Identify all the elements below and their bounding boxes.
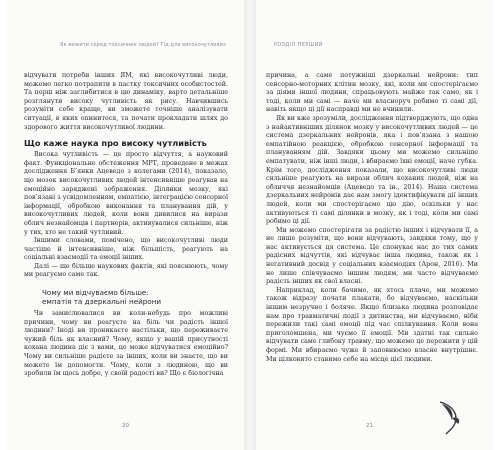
paragraph: Наприклад, коли бачимо, як хтось плаче, ми можемо також відразу почати плакати, бо відчуваємо, наскільки іншим незручно і боляче. Якщо близька людина розповідає нам про травматичні події з дитинства, ми відчуваємо, ніби пережили такі самі емоції під час спілкування. Коли вона приголомшена, ми чуємо її емоції. Ми здатні так сильно відчувати саме глибоку травму, що можемо це пережити у цій формі. Ми вбираємо чуже й заповнюємо власне внутрішнє. Ми цілковито ставимо себе на місце цієї людини.: [266, 286, 478, 363]
paragraph: Висока чутливість — це просто відчуття, а науковий факт. Функціональне обстеження МРТ, проведене в межах дослідження Б’янки Ацеведо з колегами (2014), показало, що мозок високочутливих людей інтенсивніше реагував на емоційно заряджені зображення. Ділянки мозку, які пов’язані з усвідомленням, емпатією, інтеграцією сенсорної інформації, обробкою виконання та планування дій, у високочутливих людей, коли вони дивилися на вирази облич незнайомців і партнерів, активувалися сильніше, ніж у тих, хто не такий чутливий.: [24, 151, 228, 236]
paragraph: Чи замислювалися ви коли-небудь про можливі причини, чому ви реагуєте на біль чи радість іншої людини? Іноді ви проникаєте настільки, що переживаєте чужий біль як власний? Чому, якщо у вашій присутності кохана людина діє з вами, це може відчуватися емоційно? Чому ви сильніше радієте за інших, коли ви знаєте, що ви можете їм допомогти. Чому, коли з людиною, що ви зробили їм щось добре, у своїй радості ви? Що є біологічна: [24, 310, 228, 378]
right-page: [256, 0, 494, 450]
leaf-flourish-icon: [434, 396, 462, 436]
paragraph: Іншими словами, помічено, що високочутливі люди частіше й інтенсивніше, ніж більшість, реагують на соціальні взаємодії та емоції інших.: [24, 237, 228, 262]
left-running-head: Як вижити серед токсичних людей? Гід для високочутливих: [60, 42, 227, 48]
paragraph: Як ви вже зрозуміли, дослідження підтверджують, що одна з найактивніших ділянок мозку у високочутливих людей — це система дзеркальних нейронів, яка і пов’язана з нашою емпатійною реакцією, обробкою сенсорної інформації та плануванням дій. Завдяки цьому ми можемо сильніше емпатувати, ніж інші люди, і вбираємо їхні емоції, наче губка. Крім того, дослідження показали, що високочутливі люди сильніше реагують на вирази облич коханих людей, ніж на обличчя незнайомців (Ацеведо та ін., 2014). Наша система дзеркальних нейронів дає нам змогу ідентифікувати дії інших людей, коли ми спостерігаємо цю дію, оскільки у нас активуються ті самі ділянки в мозку, як і тоді, коли ми самі робимо ці дії.: [266, 114, 478, 226]
right-page-content: [266, 72, 478, 364]
section-heading: Що каже наука про високу чутливість: [24, 138, 207, 149]
left-page-content: [24, 72, 228, 379]
right-running-head: РОЗДІЛ ПЕРШИЙ: [274, 42, 323, 48]
paragraph: відчувати потреби інших ЯМ, які високочутливі люди, можемо легко потрапити в пастку токсичних особистостей. Та перш ніж заглибитися в цю динаміку, варто детальніше розглянути високу чутливість як рису. Навчившись розуміти себе краще, ви зможете точніше аналізувати ситуації, в яких опинитеся, та почати прокладати шлях до здорового життя високочутливої людини.: [24, 72, 228, 131]
subsection-heading: Чому ми відчуваємо більше: емпатія та дзеркальні нейрони: [42, 288, 162, 307]
paragraph: Далі — ще більше наукових фактів, які пояснюють, чому ми реагуємо саме так.: [24, 262, 228, 279]
paragraph: Ми можемо спостерігати за радістю інших і відчувати її, а не лише розуміти, що вони відчувають, завдяки тому, що у нас активується ця система. Це спонукає нас до тих самих радісних відчуттів, які відчуває інша людина, також як і негативний досвід у соціальних взаємодіях (Арон, 2016). Ми не лише співчуваємо іншим людям, ми часто відчуваємо радість інших як свої власні.: [266, 226, 478, 286]
paragraph: причина, а саме потужніші дзеркальні нейрони: тип сенсорно-моторних клітин мозку, які, коли ми спостерігаємо за діями іншої людини, спрацьовують майже так само, як і тоді, коли ми самі — наче ми власноруч робимо ті самі дії, навіть якщо ці дії насправді ми не вчинили.: [266, 72, 478, 114]
page-number-left: 20: [122, 423, 129, 429]
page-number-right: 21: [366, 423, 373, 429]
book-gutter: [244, 0, 256, 450]
left-page: [6, 0, 244, 450]
